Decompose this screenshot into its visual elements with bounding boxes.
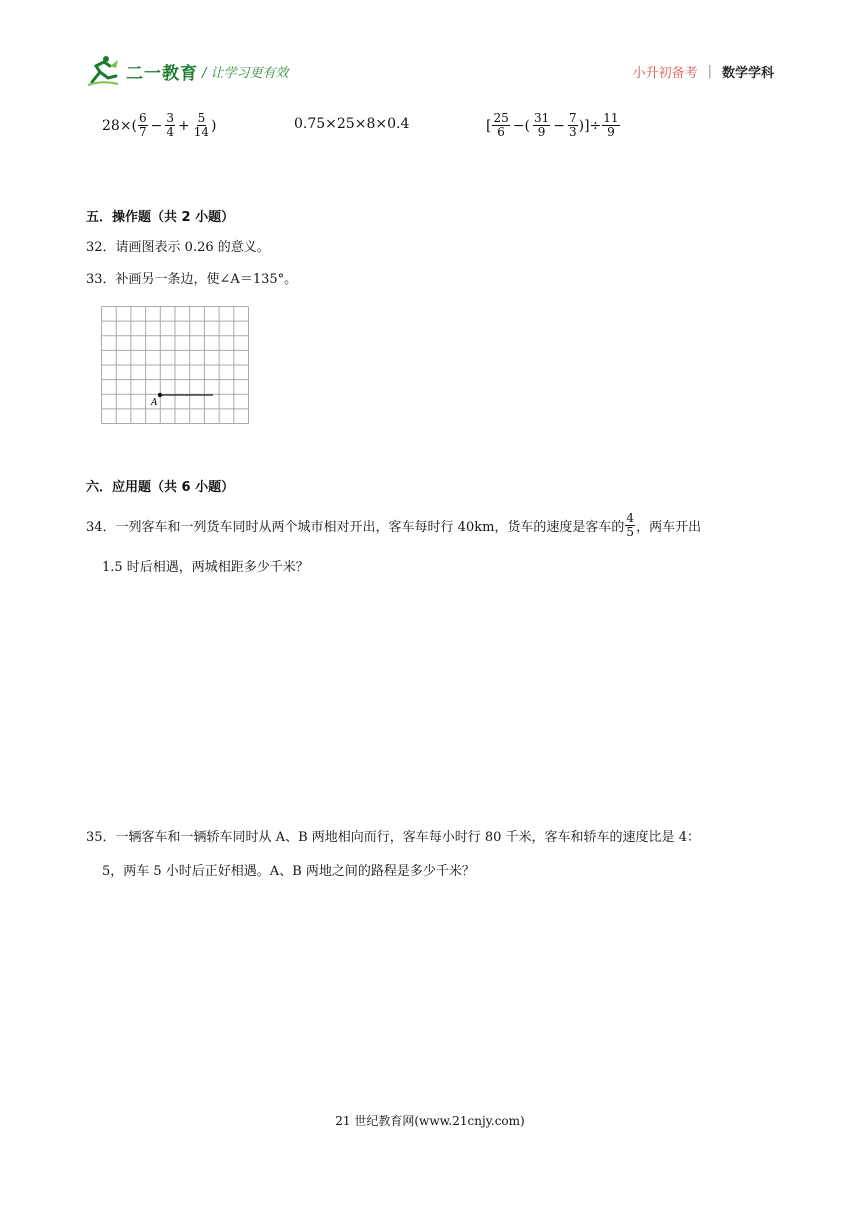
vertex-point [158, 393, 162, 397]
exam-type: 小升初备考 [632, 66, 698, 81]
logo-text: 二一教育 [126, 63, 198, 84]
section-6-title: 六．应用题（共 6 小题） [86, 480, 235, 495]
header-right [633, 62, 774, 81]
header-separator: | [707, 64, 712, 79]
math-expression-3: [ $\frac{25}{6}$ −( $\frac{31}{9}$ − $\frac{7}{3}$ )]÷ $\frac{11}{9}$ [486, 111, 619, 139]
brand-logo [86, 56, 198, 86]
math-expression-1: 28×( $\frac{6}{7}$ − $\frac{3}{4}$ + $\frac{5}{14}$ ) [102, 111, 217, 139]
angle-grid [101, 306, 249, 424]
question-35-line-2: 5，两车 5 小时后正好相遇。A、B 两地之间的路程是多少千米？ [102, 864, 475, 879]
question-32: 32．请画图表示 0.26 的意义。 [86, 240, 270, 255]
vertex-label: A [151, 398, 158, 408]
question-34-line-1: 34．一列客车和一列货车同时从两个城市相对开出，客车每时行 40km，货车的速度是客车的 $\frac{4}{5}$ ，两车开出 [86, 511, 702, 539]
section-5-title: 五．操作题（共 2 小题） [86, 210, 235, 225]
question-34-line-2: 1.5 时后相遇，两城相距多少千米？ [102, 560, 309, 575]
subject-label: 数学学科 [721, 66, 774, 81]
runner-logo-icon [86, 56, 120, 86]
slogan: / 让学习更有效 [202, 66, 289, 81]
question-35-line-1: 35．一辆客车和一辆轿车同时从 A、B 两地相向而行，客车每小时行 80 千米，客车和轿车的速度比是 4： [86, 830, 700, 845]
question-33: 33．补画另一条边，使∠A＝135°。 [86, 272, 298, 287]
math-expression-2: 0.75×25×8×0.4 [294, 116, 410, 132]
page-footer: 21 世纪教育网(www.21cnjy.com) [335, 1114, 525, 1128]
grid-drawing [101, 306, 249, 424]
